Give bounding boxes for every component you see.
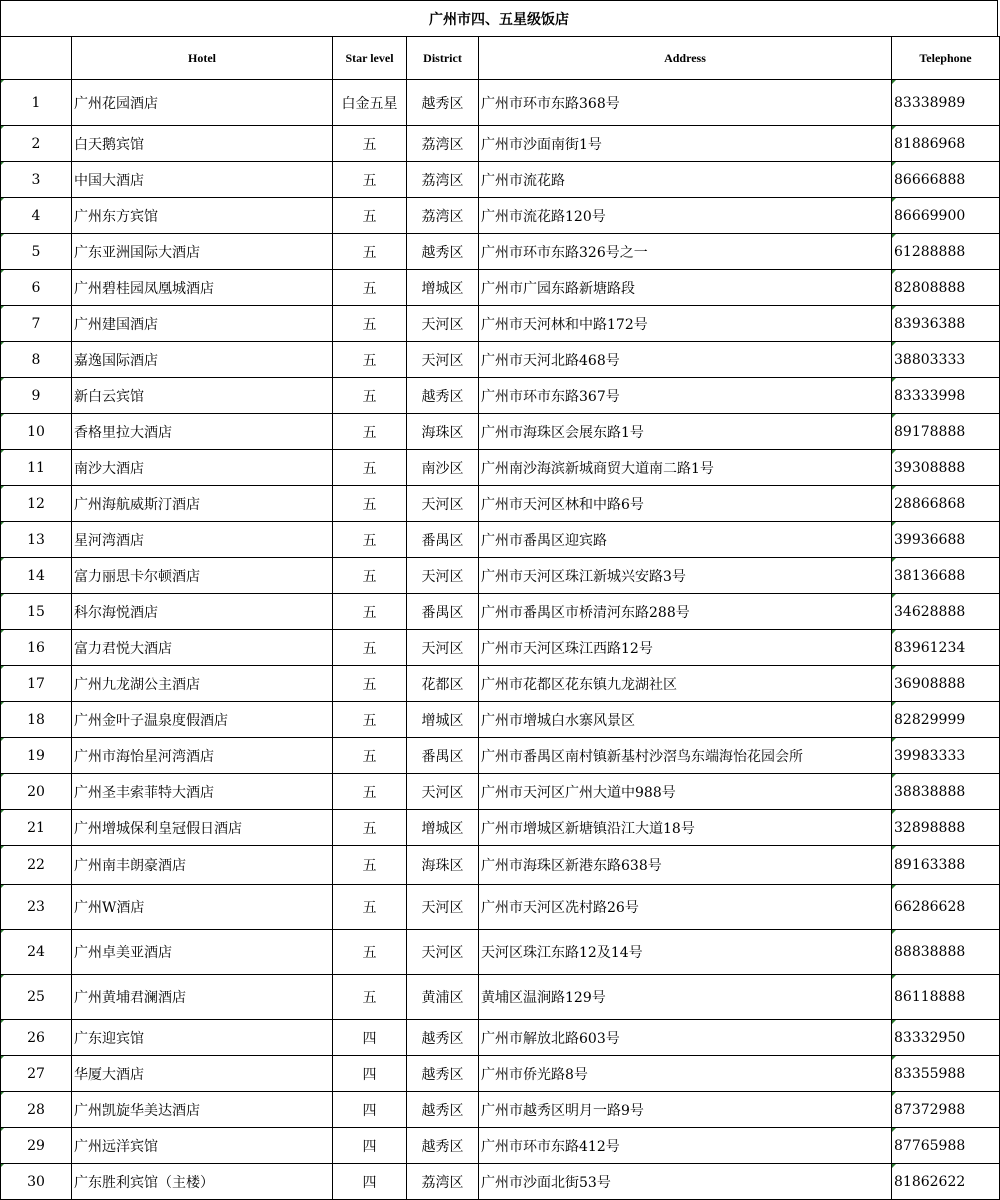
- district-cell[interactable]: 花都区: [407, 666, 479, 702]
- telephone-cell[interactable]: 87372988: [892, 1092, 1000, 1128]
- table-row: [1, 774, 1000, 810]
- star-level-cell[interactable]: 五: [333, 126, 407, 162]
- district-cell[interactable]: 荔湾区: [407, 126, 479, 162]
- hotel-name-cell[interactable]: 香格里拉大酒店: [72, 414, 333, 450]
- district-cell[interactable]: 增城区: [407, 810, 479, 846]
- address-cell[interactable]: 广州市沙面南街1号: [479, 126, 892, 162]
- table-row: [1, 80, 1000, 126]
- hotel-name-cell[interactable]: 广州碧桂园凤凰城酒店: [72, 270, 333, 306]
- row-number-cell[interactable]: 3: [1, 162, 72, 198]
- address-cell[interactable]: 广州市侨光路8号: [479, 1056, 892, 1092]
- row-number-cell[interactable]: 12: [1, 486, 72, 522]
- address-cell[interactable]: 黄埔区温涧路129号: [479, 975, 892, 1020]
- table-row: [1, 486, 1000, 522]
- row-number-cell[interactable]: 11: [1, 450, 72, 486]
- district-cell[interactable]: 天河区: [407, 342, 479, 378]
- telephone-cell[interactable]: 28866868: [892, 486, 1000, 522]
- column-header-telephone: Telephone: [892, 37, 1000, 80]
- table-row: [1, 1128, 1000, 1164]
- district-cell[interactable]: 越秀区: [407, 234, 479, 270]
- table-row: [1, 198, 1000, 234]
- table-row: [1, 162, 1000, 198]
- row-number-cell[interactable]: 22: [1, 846, 72, 885]
- star-level-cell[interactable]: 五: [333, 414, 407, 450]
- star-level-cell[interactable]: 五: [333, 450, 407, 486]
- star-level-cell[interactable]: 四: [333, 1128, 407, 1164]
- table-row: [1, 630, 1000, 666]
- address-cell[interactable]: 广州市环市东路326号之一: [479, 234, 892, 270]
- table-row: [1, 558, 1000, 594]
- header-row: [1, 37, 1000, 80]
- telephone-cell[interactable]: 36908888: [892, 666, 1000, 702]
- row-number-cell[interactable]: 19: [1, 738, 72, 774]
- address-cell[interactable]: 广州市天河区林和中路6号: [479, 486, 892, 522]
- telephone-cell[interactable]: 83355988: [892, 1056, 1000, 1092]
- star-level-cell[interactable]: 四: [333, 1092, 407, 1128]
- star-level-cell[interactable]: 五: [333, 558, 407, 594]
- district-cell[interactable]: 天河区: [407, 306, 479, 342]
- star-level-cell[interactable]: 五: [333, 270, 407, 306]
- hotel-name-cell[interactable]: 广州海航威斯汀酒店: [72, 486, 333, 522]
- district-cell[interactable]: 海珠区: [407, 414, 479, 450]
- star-level-cell[interactable]: 五: [333, 846, 407, 885]
- star-level-cell[interactable]: 五: [333, 738, 407, 774]
- telephone-cell[interactable]: 83961234: [892, 630, 1000, 666]
- district-cell[interactable]: 番禺区: [407, 738, 479, 774]
- table-body: [1, 80, 1000, 1200]
- row-number-cell[interactable]: 13: [1, 522, 72, 558]
- hotel-name-cell[interactable]: 中国大酒店: [72, 162, 333, 198]
- table-row: [1, 930, 1000, 975]
- telephone-cell[interactable]: 89163388: [892, 846, 1000, 885]
- row-number-cell[interactable]: 10: [1, 414, 72, 450]
- column-header-district: District: [407, 37, 479, 80]
- hotel-name-cell[interactable]: 新白云宾馆: [72, 378, 333, 414]
- hotel-name-cell[interactable]: 广州花园酒店: [72, 80, 333, 126]
- district-cell[interactable]: 越秀区: [407, 378, 479, 414]
- star-level-cell[interactable]: 四: [333, 1164, 407, 1200]
- star-level-cell[interactable]: 四: [333, 1056, 407, 1092]
- district-cell[interactable]: 番禺区: [407, 522, 479, 558]
- district-cell[interactable]: 增城区: [407, 702, 479, 738]
- hotel-name-cell[interactable]: 广州南丰朗豪酒店: [72, 846, 333, 885]
- district-cell[interactable]: 天河区: [407, 486, 479, 522]
- hotel-name-cell[interactable]: 南沙大酒店: [72, 450, 333, 486]
- address-cell[interactable]: 广州市增城白水寨风景区: [479, 702, 892, 738]
- hotel-name-cell[interactable]: 广州W酒店: [72, 885, 333, 930]
- row-number-cell[interactable]: 15: [1, 594, 72, 630]
- address-cell[interactable]: 广州市环市东路367号: [479, 378, 892, 414]
- table-row: [1, 738, 1000, 774]
- hotel-name-cell[interactable]: 广州增城保利皇冠假日酒店: [72, 810, 333, 846]
- telephone-cell[interactable]: 83936388: [892, 306, 1000, 342]
- telephone-cell[interactable]: 82808888: [892, 270, 1000, 306]
- district-cell[interactable]: 荔湾区: [407, 198, 479, 234]
- hotel-name-cell[interactable]: 富力丽思卡尔顿酒店: [72, 558, 333, 594]
- table-row: [1, 1020, 1000, 1056]
- row-number-cell[interactable]: 25: [1, 975, 72, 1020]
- table-row: [1, 846, 1000, 885]
- address-cell[interactable]: 广州市广园东路新塘路段: [479, 270, 892, 306]
- row-number-cell[interactable]: 20: [1, 774, 72, 810]
- district-cell[interactable]: 越秀区: [407, 1056, 479, 1092]
- table-row: [1, 126, 1000, 162]
- hotel-name-cell[interactable]: 广州建国酒店: [72, 306, 333, 342]
- telephone-cell[interactable]: 81862622: [892, 1164, 1000, 1200]
- table-row: [1, 594, 1000, 630]
- star-level-cell[interactable]: 五: [333, 342, 407, 378]
- telephone-cell[interactable]: 61288888: [892, 234, 1000, 270]
- star-level-cell[interactable]: 五: [333, 522, 407, 558]
- address-cell[interactable]: 广州市环市东路412号: [479, 1128, 892, 1164]
- district-cell[interactable]: 天河区: [407, 930, 479, 975]
- telephone-cell[interactable]: 83333998: [892, 378, 1000, 414]
- hotel-name-cell[interactable]: 广东胜利宾馆（主楼）: [72, 1164, 333, 1200]
- address-cell[interactable]: 广州市沙面北街53号: [479, 1164, 892, 1200]
- star-level-cell[interactable]: 五: [333, 594, 407, 630]
- hotel-name-cell[interactable]: 科尔海悦酒店: [72, 594, 333, 630]
- hotel-name-cell[interactable]: 广州黄埔君澜酒店: [72, 975, 333, 1020]
- address-cell[interactable]: 天河区珠江东路12及14号: [479, 930, 892, 975]
- hotel-table: [0, 36, 1000, 1200]
- table-row: [1, 342, 1000, 378]
- telephone-cell[interactable]: 83338989: [892, 80, 1000, 126]
- telephone-cell[interactable]: 88838888: [892, 930, 1000, 975]
- district-cell[interactable]: 天河区: [407, 630, 479, 666]
- address-cell[interactable]: 广州市花都区花东镇九龙湖社区: [479, 666, 892, 702]
- hotel-name-cell[interactable]: 富力君悦大酒店: [72, 630, 333, 666]
- row-number-cell[interactable]: 6: [1, 270, 72, 306]
- star-level-cell[interactable]: 五: [333, 378, 407, 414]
- row-number-cell[interactable]: 27: [1, 1056, 72, 1092]
- hotel-name-cell[interactable]: 嘉逸国际酒店: [72, 342, 333, 378]
- row-number-cell[interactable]: 8: [1, 342, 72, 378]
- district-cell[interactable]: 番禺区: [407, 594, 479, 630]
- row-number-cell[interactable]: 17: [1, 666, 72, 702]
- telephone-cell[interactable]: 38803333: [892, 342, 1000, 378]
- table-row: [1, 414, 1000, 450]
- hotel-name-cell[interactable]: 广州卓美亚酒店: [72, 930, 333, 975]
- telephone-cell[interactable]: 34628888: [892, 594, 1000, 630]
- row-number-cell[interactable]: 1: [1, 80, 72, 126]
- district-cell[interactable]: 越秀区: [407, 1128, 479, 1164]
- row-number-cell[interactable]: 2: [1, 126, 72, 162]
- row-number-cell[interactable]: 29: [1, 1128, 72, 1164]
- address-cell[interactable]: 广州市番禺区南村镇新基村沙滘鸟东端海怡花园会所: [479, 738, 892, 774]
- row-number-cell[interactable]: 24: [1, 930, 72, 975]
- star-level-cell[interactable]: 五: [333, 198, 407, 234]
- district-cell[interactable]: 荔湾区: [407, 1164, 479, 1200]
- district-cell[interactable]: 黄浦区: [407, 975, 479, 1020]
- district-cell[interactable]: 越秀区: [407, 1020, 479, 1056]
- telephone-cell[interactable]: 87765988: [892, 1128, 1000, 1164]
- telephone-cell[interactable]: 66286628: [892, 885, 1000, 930]
- column-header-address: Address: [479, 37, 892, 80]
- star-level-cell[interactable]: 五: [333, 306, 407, 342]
- row-number-cell[interactable]: 4: [1, 198, 72, 234]
- star-level-cell[interactable]: 白金五星: [333, 80, 407, 126]
- column-header-star-level: Star level: [333, 37, 407, 80]
- hotel-name-cell[interactable]: 广州东方宾馆: [72, 198, 333, 234]
- address-cell[interactable]: 广州市番禺区迎宾路: [479, 522, 892, 558]
- hotel-name-cell[interactable]: 广州远洋宾馆: [72, 1128, 333, 1164]
- row-number-cell[interactable]: 7: [1, 306, 72, 342]
- table-row: [1, 450, 1000, 486]
- district-cell[interactable]: 越秀区: [407, 1092, 479, 1128]
- hotel-name-cell[interactable]: 星河湾酒店: [72, 522, 333, 558]
- star-level-cell[interactable]: 五: [333, 885, 407, 930]
- address-cell[interactable]: 广州市天河林和中路172号: [479, 306, 892, 342]
- star-level-cell[interactable]: 五: [333, 486, 407, 522]
- star-level-cell[interactable]: 五: [333, 810, 407, 846]
- table-row: [1, 522, 1000, 558]
- telephone-cell[interactable]: 39936688: [892, 522, 1000, 558]
- row-number-cell[interactable]: 16: [1, 630, 72, 666]
- row-number-cell[interactable]: 21: [1, 810, 72, 846]
- telephone-cell[interactable]: 89178888: [892, 414, 1000, 450]
- hotel-name-cell[interactable]: 广州九龙湖公主酒店: [72, 666, 333, 702]
- table-row: [1, 975, 1000, 1020]
- row-number-cell[interactable]: 18: [1, 702, 72, 738]
- row-number-cell[interactable]: 5: [1, 234, 72, 270]
- hotel-name-cell[interactable]: 白天鹅宾馆: [72, 126, 333, 162]
- address-cell[interactable]: 广州市天河区冼村路26号: [479, 885, 892, 930]
- address-cell[interactable]: 广州市流花路120号: [479, 198, 892, 234]
- address-cell[interactable]: 广州市越秀区明月一路9号: [479, 1092, 892, 1128]
- address-cell[interactable]: 广州市环市东路368号: [479, 80, 892, 126]
- address-cell[interactable]: 广州市天河区珠江西路12号: [479, 630, 892, 666]
- table-row: [1, 885, 1000, 930]
- district-cell[interactable]: 天河区: [407, 774, 479, 810]
- star-level-cell[interactable]: 四: [333, 1020, 407, 1056]
- hotel-name-cell[interactable]: 广东迎宾馆: [72, 1020, 333, 1056]
- telephone-cell[interactable]: 38838888: [892, 774, 1000, 810]
- hotel-name-cell[interactable]: 广东亚洲国际大酒店: [72, 234, 333, 270]
- row-number-cell[interactable]: 28: [1, 1092, 72, 1128]
- row-number-cell[interactable]: 30: [1, 1164, 72, 1200]
- district-cell[interactable]: 增城区: [407, 270, 479, 306]
- table-row: [1, 810, 1000, 846]
- row-number-cell[interactable]: 9: [1, 378, 72, 414]
- table-row: [1, 702, 1000, 738]
- address-cell[interactable]: 广州市海珠区会展东路1号: [479, 414, 892, 450]
- table-row: [1, 306, 1000, 342]
- table-row: [1, 234, 1000, 270]
- row-number-cell[interactable]: 26: [1, 1020, 72, 1056]
- telephone-cell[interactable]: 86118888: [892, 975, 1000, 1020]
- table-row: [1, 270, 1000, 306]
- address-cell[interactable]: 广州南沙海滨新城商贸大道南二路1号: [479, 450, 892, 486]
- star-level-cell[interactable]: 五: [333, 975, 407, 1020]
- column-header-num: [1, 37, 72, 80]
- district-cell[interactable]: 越秀区: [407, 80, 479, 126]
- district-cell[interactable]: 天河区: [407, 885, 479, 930]
- address-cell[interactable]: 广州市流花路: [479, 162, 892, 198]
- telephone-cell[interactable]: 86669900: [892, 198, 1000, 234]
- star-level-cell[interactable]: 五: [333, 930, 407, 975]
- telephone-cell[interactable]: 83332950: [892, 1020, 1000, 1056]
- row-number-cell[interactable]: 23: [1, 885, 72, 930]
- address-cell[interactable]: 广州市天河区珠江新城兴安路3号: [479, 558, 892, 594]
- telephone-cell[interactable]: 39308888: [892, 450, 1000, 486]
- table-title: 广州市四、五星级饭店: [0, 0, 998, 36]
- district-cell[interactable]: 天河区: [407, 558, 479, 594]
- table-row: [1, 378, 1000, 414]
- district-cell[interactable]: 荔湾区: [407, 162, 479, 198]
- telephone-cell[interactable]: 32898888: [892, 810, 1000, 846]
- address-cell[interactable]: 广州市番禺区市桥清河东路288号: [479, 594, 892, 630]
- column-header-hotel: Hotel: [72, 37, 333, 80]
- address-cell[interactable]: 广州市海珠区新港东路638号: [479, 846, 892, 885]
- telephone-cell[interactable]: 81886968: [892, 126, 1000, 162]
- hotel-name-cell[interactable]: 广州市海怡星河湾酒店: [72, 738, 333, 774]
- address-cell[interactable]: 广州市增城区新塘镇沿江大道18号: [479, 810, 892, 846]
- address-cell[interactable]: 广州市天河北路468号: [479, 342, 892, 378]
- hotel-name-cell[interactable]: 华厦大酒店: [72, 1056, 333, 1092]
- star-level-cell[interactable]: 五: [333, 666, 407, 702]
- district-cell[interactable]: 海珠区: [407, 846, 479, 885]
- telephone-cell[interactable]: 38136688: [892, 558, 1000, 594]
- star-level-cell[interactable]: 五: [333, 162, 407, 198]
- address-cell[interactable]: 广州市解放北路603号: [479, 1020, 892, 1056]
- star-level-cell[interactable]: 五: [333, 774, 407, 810]
- star-level-cell[interactable]: 五: [333, 630, 407, 666]
- telephone-cell[interactable]: 39983333: [892, 738, 1000, 774]
- table-row: [1, 666, 1000, 702]
- telephone-cell[interactable]: 82829999: [892, 702, 1000, 738]
- table-row: [1, 1056, 1000, 1092]
- hotel-name-cell[interactable]: 广州金叶子温泉度假酒店: [72, 702, 333, 738]
- table-row: [1, 1164, 1000, 1200]
- star-level-cell[interactable]: 五: [333, 702, 407, 738]
- address-cell[interactable]: 广州市天河区广州大道中988号: [479, 774, 892, 810]
- district-cell[interactable]: 南沙区: [407, 450, 479, 486]
- row-number-cell[interactable]: 14: [1, 558, 72, 594]
- hotel-name-cell[interactable]: 广州凯旋华美达酒店: [72, 1092, 333, 1128]
- table-row: [1, 1092, 1000, 1128]
- telephone-cell[interactable]: 86666888: [892, 162, 1000, 198]
- star-level-cell[interactable]: 五: [333, 234, 407, 270]
- hotel-name-cell[interactable]: 广州圣丰索菲特大酒店: [72, 774, 333, 810]
